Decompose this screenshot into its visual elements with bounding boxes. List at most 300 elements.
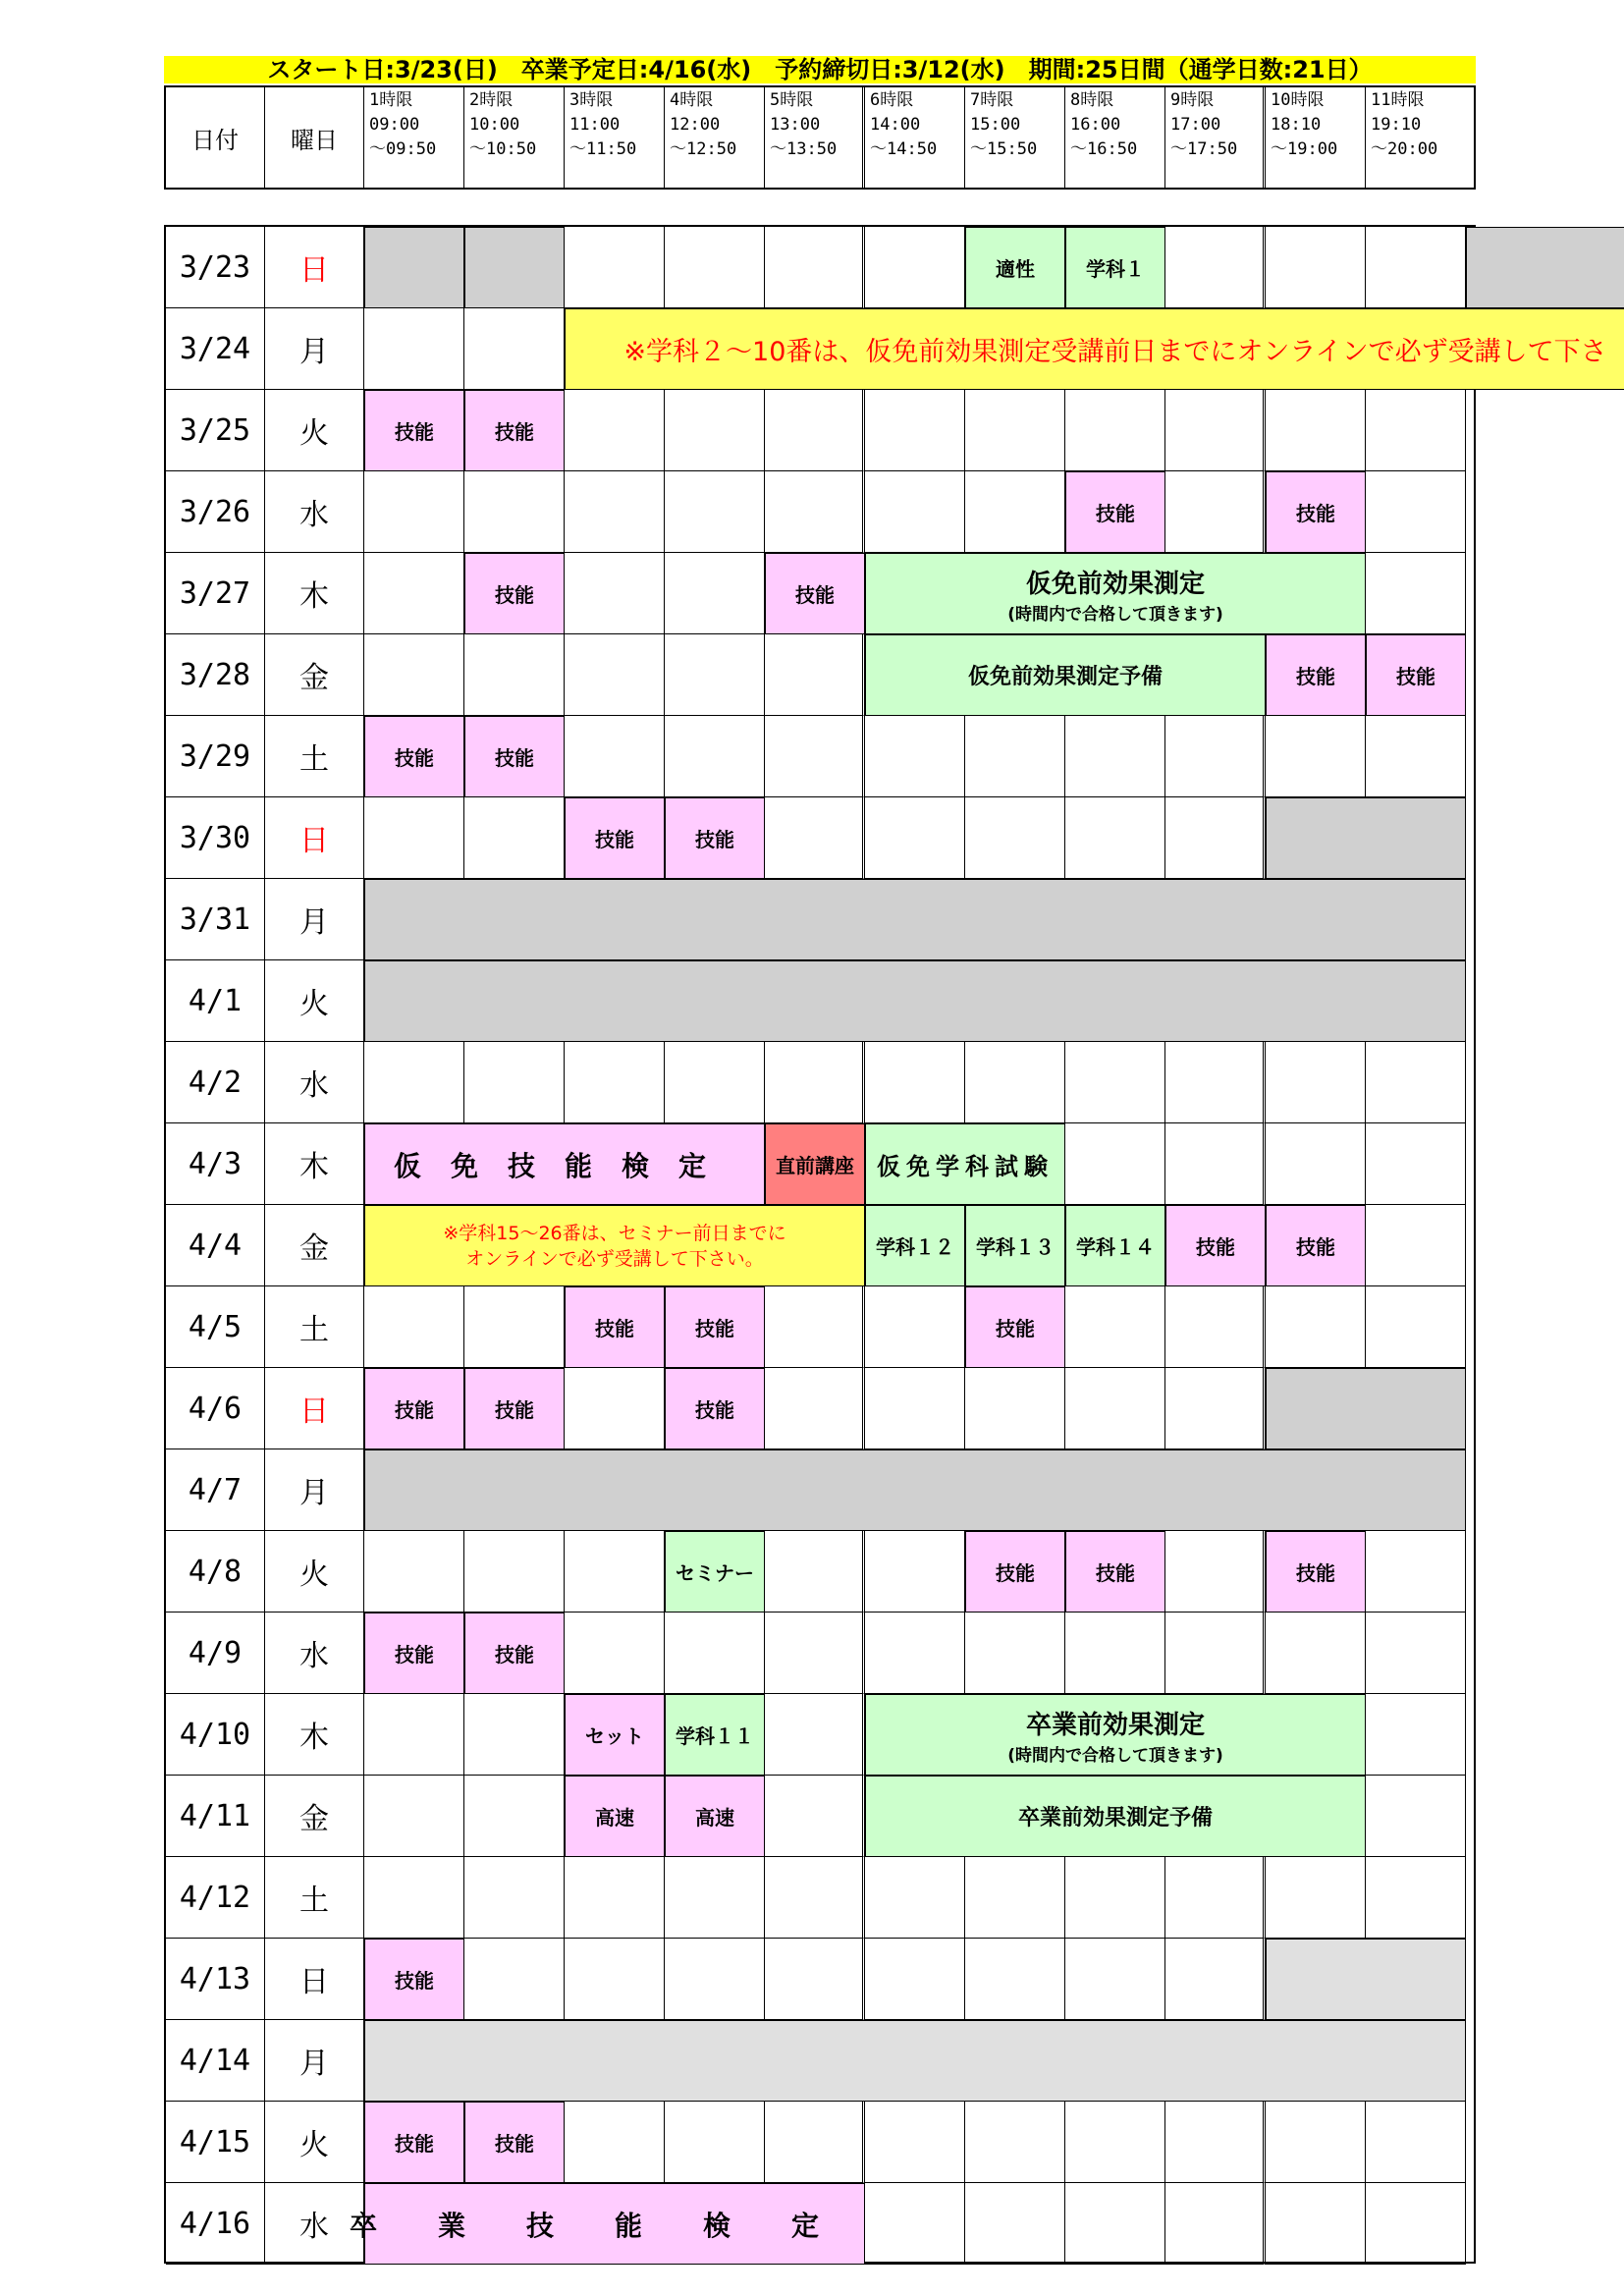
skill-lesson-cell <box>965 1286 1065 1368</box>
notice-banner <box>565 308 1624 390</box>
cell-label: 仮免前効果測定 <box>1025 569 1205 599</box>
cell-label: 技能 <box>495 583 534 607</box>
slot-cell <box>665 2102 765 2183</box>
cell-label: 高速 <box>595 1806 634 1830</box>
slot-cell <box>1065 1857 1165 1939</box>
slot-cell <box>1266 2102 1366 2183</box>
slot-cell <box>665 716 765 797</box>
slot-cell <box>865 1042 965 1123</box>
cell-label: 学科１ <box>1086 257 1145 281</box>
slot-cell <box>1165 2102 1266 2183</box>
date-cell: 3/28 <box>166 634 265 716</box>
slot-cell <box>1266 1042 1366 1123</box>
date-cell: 3/31 <box>166 879 265 960</box>
skill-lesson-cell <box>364 1939 464 2020</box>
cell-label: 学科１３ <box>976 1235 1055 1259</box>
slot-cell <box>765 1286 865 1368</box>
slot-cell <box>364 1531 464 1613</box>
slot-cell <box>565 716 665 797</box>
slot-cell <box>1165 1042 1266 1123</box>
slot-cell <box>765 2102 865 2183</box>
slot-cell <box>665 553 765 634</box>
slot-cell <box>364 308 464 390</box>
skill-lesson-cell <box>364 1613 464 1694</box>
cell-label: 仮免技能検定 <box>393 1149 735 1182</box>
slot-cell <box>565 634 665 716</box>
date-cell: 3/30 <box>166 797 265 879</box>
slot-cell <box>1165 227 1266 308</box>
slot-cell <box>965 716 1065 797</box>
weekday-cell: 火 <box>265 2102 364 2183</box>
skill-lesson-cell <box>665 797 765 879</box>
weekday-cell: 月 <box>265 1449 364 1531</box>
cell-label: 技能 <box>1196 1235 1235 1259</box>
slot-cell <box>1065 390 1165 471</box>
slot-cell <box>464 1286 565 1368</box>
slot-cell <box>665 1042 765 1123</box>
slot-cell <box>1366 1694 1466 1776</box>
slot-cell <box>765 390 865 471</box>
weekday-cell: 金 <box>265 1205 364 1286</box>
weekday-cell: 土 <box>265 716 364 797</box>
cell-label: 技能 <box>395 1643 434 1667</box>
skill-lesson-cell <box>1366 634 1466 716</box>
closed-slot <box>364 960 1466 1042</box>
skill-lesson-cell <box>464 2102 565 2183</box>
cell-label: 技能 <box>695 828 734 851</box>
slot-cell <box>364 471 464 553</box>
lecture-cell <box>865 553 1366 634</box>
lecture-cell <box>1065 227 1165 308</box>
slot-cell <box>865 1857 965 1939</box>
slot-cell <box>965 2183 1065 2265</box>
weekday-cell: 日 <box>265 1939 364 2020</box>
slot-cell <box>464 1776 565 1857</box>
slot-cell <box>1366 1857 1466 1939</box>
slot-cell <box>565 1939 665 2020</box>
cell-label: 仮免学科試験 <box>877 1153 1054 1180</box>
slot-cell <box>765 227 865 308</box>
slot-cell <box>1065 1123 1165 1205</box>
header-period-2: 2時限 10:00 ～10:50 <box>464 87 565 188</box>
slot-cell <box>364 1042 464 1123</box>
skill-lesson-cell <box>665 1368 765 1449</box>
slot-cell <box>1366 1042 1466 1123</box>
slot-cell <box>965 390 1065 471</box>
slot-cell <box>765 1939 865 2020</box>
slot-cell <box>364 553 464 634</box>
cell-label: 技能 <box>1296 665 1335 688</box>
skill-lesson-cell <box>364 1368 464 1449</box>
slot-cell <box>565 390 665 471</box>
weekday-cell: 木 <box>265 553 364 634</box>
slot-cell <box>1366 2183 1466 2265</box>
slot-cell <box>865 471 965 553</box>
slot-cell <box>765 1776 865 1857</box>
slot-cell <box>464 634 565 716</box>
slot-cell <box>1065 1286 1165 1368</box>
closed-slot <box>464 227 565 308</box>
cell-label: 技能 <box>1296 502 1335 525</box>
skill-lesson-cell <box>364 390 464 471</box>
slot-cell <box>965 1857 1065 1939</box>
slot-cell <box>1266 716 1366 797</box>
slot-cell <box>1065 716 1165 797</box>
slot-cell <box>1165 2183 1266 2265</box>
slot-cell <box>1165 471 1266 553</box>
slot-cell <box>1165 797 1266 879</box>
cell-label: 適性 <box>996 257 1035 281</box>
date-cell: 4/15 <box>166 2102 265 2183</box>
cell-label: 卒業前効果測定予備 <box>1017 1806 1213 1831</box>
skill-lesson-cell <box>464 1613 565 1694</box>
skill-lesson-cell <box>1266 1205 1366 1286</box>
schedule-summary-banner: スタート日:3/23(日) 卒業予定日:4/16(水) 予約締切日:3/12(水) 期間:25日間（通学日数:21日） <box>164 56 1476 83</box>
graduation-exam-cell <box>350 2183 881 2265</box>
slot-cell <box>565 2102 665 2183</box>
lecture-cell <box>665 1531 765 1613</box>
cell-label: 技能 <box>495 1643 534 1667</box>
skill-lesson-cell <box>565 1286 665 1368</box>
date-cell: 3/25 <box>166 390 265 471</box>
slot-cell <box>565 1368 665 1449</box>
slot-cell <box>1165 1613 1266 1694</box>
skill-lesson-cell <box>965 1531 1065 1613</box>
cell-label: 技能 <box>595 828 634 851</box>
closed-slot <box>364 1449 1466 1531</box>
cell-label: 技能 <box>1096 502 1135 525</box>
slot-cell <box>965 471 1065 553</box>
slot-cell <box>965 1613 1065 1694</box>
date-cell: 4/13 <box>166 1939 265 2020</box>
closed-slot <box>364 227 464 308</box>
slot-cell <box>665 1939 765 2020</box>
slot-cell <box>765 634 865 716</box>
cell-label: 技能 <box>595 1317 634 1340</box>
cell-label: 技能 <box>495 420 534 444</box>
cell-label: ※学科15～26番は、セミナー前日までに <box>443 1222 786 1244</box>
lecture-cell <box>865 634 1266 716</box>
cell-label: 技能 <box>1296 1561 1335 1585</box>
cell-label: 技能 <box>695 1398 734 1422</box>
slot-cell <box>765 1857 865 1939</box>
header-period-4: 4時限 12:00 ～12:50 <box>665 87 765 188</box>
slot-cell <box>1165 1939 1266 2020</box>
header-period-1: 1時限 09:00 ～09:50 <box>364 87 464 188</box>
slot-cell <box>865 2102 965 2183</box>
slot-cell <box>1266 2183 1366 2265</box>
slot-cell <box>1366 1613 1466 1694</box>
lecture-cell <box>865 1205 965 1286</box>
slot-cell <box>665 1613 765 1694</box>
slot-cell <box>1165 390 1266 471</box>
slot-cell <box>1065 2183 1165 2265</box>
slot-cell <box>665 227 765 308</box>
slot-cell <box>1165 716 1266 797</box>
cell-label: 学科１４ <box>1076 1235 1155 1259</box>
closed-slot <box>1266 797 1466 879</box>
cell-label: 技能 <box>996 1561 1035 1585</box>
slot-cell <box>364 797 464 879</box>
skill-lesson-cell <box>565 1694 665 1776</box>
cell-label: 技能 <box>395 1398 434 1422</box>
slot-cell <box>865 716 965 797</box>
date-cell: 4/3 <box>166 1123 265 1205</box>
slot-cell <box>364 634 464 716</box>
header-period-6: 6時限 14:00 ～14:50 <box>865 87 965 188</box>
header-period-10: 10時限 18:10 ～19:00 <box>1266 87 1366 188</box>
schedule-grid <box>164 225 1607 2264</box>
weekday-cell: 木 <box>265 1123 364 1205</box>
slot-cell <box>865 1286 965 1368</box>
slot-cell <box>464 1694 565 1776</box>
slot-cell <box>565 227 665 308</box>
slot-cell <box>865 390 965 471</box>
slot-cell <box>1266 227 1366 308</box>
slot-cell <box>965 797 1065 879</box>
skill-lesson-cell <box>565 797 665 879</box>
cell-label: 技能 <box>495 1398 534 1422</box>
skill-lesson-cell <box>1266 1531 1366 1613</box>
slot-cell <box>1366 553 1466 634</box>
date-cell: 4/14 <box>166 2020 265 2102</box>
closed-slot <box>1466 227 1624 308</box>
slot-cell <box>865 1368 965 1449</box>
slot-cell <box>765 1368 865 1449</box>
weekday-cell: 日 <box>265 797 364 879</box>
slot-cell <box>865 797 965 879</box>
slot-cell <box>865 2183 965 2265</box>
date-cell: 4/4 <box>166 1205 265 1286</box>
cell-label: 技能 <box>495 2132 534 2156</box>
header-period-3: 3時限 11:00 ～11:50 <box>565 87 665 188</box>
skill-lesson-cell <box>464 553 565 634</box>
weekday-cell: 水 <box>265 1613 364 1694</box>
lecture-cell <box>965 1205 1065 1286</box>
slot-cell <box>1366 716 1466 797</box>
date-cell: 3/23 <box>166 227 265 308</box>
cell-label: ※学科２～10番は、仮免前効果測定受講前日までにオンラインで必ず受講して下さ <box>623 337 1607 367</box>
slot-cell <box>765 1531 865 1613</box>
cell-label: 学科１２ <box>876 1235 954 1259</box>
lecture-cell <box>965 227 1065 308</box>
cell-label: 技能 <box>996 1317 1035 1340</box>
skill-lesson-cell <box>765 553 865 634</box>
lecture-cell <box>865 1694 1366 1776</box>
slot-cell <box>1266 1613 1366 1694</box>
slot-cell <box>765 716 865 797</box>
closed-slot <box>364 879 1466 960</box>
slot-cell <box>464 471 565 553</box>
header-period-8: 8時限 16:00 ～16:50 <box>1065 87 1165 188</box>
slot-cell <box>1266 1123 1366 1205</box>
weekday-cell: 水 <box>265 2183 364 2265</box>
slot-cell <box>1165 1531 1266 1613</box>
cell-label: 技能 <box>395 1969 434 1993</box>
skill-lesson-cell <box>464 716 565 797</box>
header-period-5: 5時限 13:00 ～13:50 <box>765 87 865 188</box>
slot-cell <box>1366 1776 1466 1857</box>
weekday-cell: 土 <box>265 1286 364 1368</box>
skill-lesson-cell <box>1266 634 1366 716</box>
pre-exam-lecture-cell <box>765 1123 865 1205</box>
weekday-cell: 土 <box>265 1857 364 1939</box>
lecture-cell <box>1065 1205 1165 1286</box>
weekday-cell: 月 <box>265 308 364 390</box>
slot-cell <box>765 1042 865 1123</box>
written-exam-cell <box>865 1123 1065 1205</box>
slot-cell <box>665 390 765 471</box>
closed-slot <box>1266 1939 1466 2020</box>
slot-cell <box>865 227 965 308</box>
slot-cell <box>1366 390 1466 471</box>
skill-lesson-cell <box>565 1776 665 1857</box>
date-cell: 3/29 <box>166 716 265 797</box>
notice-banner <box>364 1205 865 1286</box>
slot-cell <box>464 1531 565 1613</box>
date-cell: 4/7 <box>166 1449 265 1531</box>
header-period-7: 7時限 15:00 ～15:50 <box>965 87 1065 188</box>
slot-cell <box>364 1857 464 1939</box>
cell-label: 高速 <box>695 1806 734 1830</box>
date-cell: 3/24 <box>166 308 265 390</box>
slot-cell <box>464 1042 565 1123</box>
skill-exam-cell <box>364 1123 765 1205</box>
header-date-label: 日付 <box>166 87 265 188</box>
slot-cell <box>464 1857 565 1939</box>
date-cell: 4/16 <box>166 2183 265 2265</box>
cell-label: 卒業技能検定 <box>350 2209 881 2242</box>
weekday-cell: 金 <box>265 1776 364 1857</box>
skill-lesson-cell <box>1065 1531 1165 1613</box>
cell-label: 技能 <box>395 420 434 444</box>
weekday-cell: 水 <box>265 1042 364 1123</box>
slot-cell <box>965 1368 1065 1449</box>
cell-label: 学科１１ <box>676 1724 754 1748</box>
date-cell: 4/2 <box>166 1042 265 1123</box>
cell-label: 技能 <box>1096 1561 1135 1585</box>
date-cell: 4/12 <box>166 1857 265 1939</box>
slot-cell <box>765 797 865 879</box>
cell-label: セット <box>585 1724 644 1748</box>
slot-cell <box>765 1613 865 1694</box>
closed-slot <box>1266 1368 1466 1449</box>
closed-slot <box>364 2020 1466 2102</box>
lecture-cell <box>865 1776 1366 1857</box>
slot-cell <box>1065 1613 1165 1694</box>
cell-label: 技能 <box>1396 665 1435 688</box>
skill-lesson-cell <box>364 716 464 797</box>
slot-cell <box>565 1613 665 1694</box>
slot-cell <box>1366 1123 1466 1205</box>
slot-cell <box>1065 2102 1165 2183</box>
slot-cell <box>965 1042 1065 1123</box>
cell-label: 仮免前効果測定予備 <box>967 665 1163 689</box>
date-cell: 4/10 <box>166 1694 265 1776</box>
weekday-cell: 日 <box>265 227 364 308</box>
slot-cell <box>464 1939 565 2020</box>
slot-cell <box>1266 1857 1366 1939</box>
slot-cell <box>565 1531 665 1613</box>
slot-cell <box>1366 1531 1466 1613</box>
cell-label: 技能 <box>495 746 534 770</box>
slot-cell <box>765 1694 865 1776</box>
cell-label: 技能 <box>695 1317 734 1340</box>
date-cell: 4/1 <box>166 960 265 1042</box>
slot-cell <box>1165 1857 1266 1939</box>
cell-label: 卒業前効果測定 <box>1025 1710 1205 1740</box>
date-cell: 4/9 <box>166 1613 265 1694</box>
slot-cell <box>1266 390 1366 471</box>
slot-cell <box>865 1531 965 1613</box>
slot-cell <box>464 308 565 390</box>
date-cell: 3/27 <box>166 553 265 634</box>
slot-cell <box>1165 1123 1266 1205</box>
weekday-cell: 月 <box>265 879 364 960</box>
slot-cell <box>364 1776 464 1857</box>
slot-cell <box>565 553 665 634</box>
cell-label-line2: オンラインで必ず受講して下さい。 <box>465 1247 764 1270</box>
slot-cell <box>1065 1368 1165 1449</box>
weekday-cell: 火 <box>265 390 364 471</box>
skill-lesson-cell <box>464 1368 565 1449</box>
cell-label: セミナー <box>676 1561 754 1585</box>
slot-cell <box>1366 2102 1466 2183</box>
lecture-cell <box>665 1694 765 1776</box>
slot-cell <box>1366 471 1466 553</box>
cell-label: 技能 <box>1296 1235 1335 1259</box>
date-cell: 4/8 <box>166 1531 265 1613</box>
weekday-cell: 金 <box>265 634 364 716</box>
slot-cell <box>865 1613 965 1694</box>
slot-cell <box>565 471 665 553</box>
slot-cell <box>665 634 765 716</box>
slot-cell <box>1065 1042 1165 1123</box>
schedule-header <box>164 85 1476 190</box>
weekday-cell: 火 <box>265 960 364 1042</box>
slot-cell <box>1065 1939 1165 2020</box>
slot-cell <box>965 2102 1065 2183</box>
skill-lesson-cell <box>665 1286 765 1368</box>
skill-lesson-cell <box>464 390 565 471</box>
slot-cell <box>1165 1368 1266 1449</box>
skill-lesson-cell <box>1065 471 1165 553</box>
weekday-cell: 月 <box>265 2020 364 2102</box>
date-cell: 4/5 <box>166 1286 265 1368</box>
skill-lesson-cell <box>364 2102 464 2183</box>
cell-label: 技能 <box>395 2132 434 2156</box>
header-day-label: 曜日 <box>265 87 364 188</box>
weekday-cell: 水 <box>265 471 364 553</box>
header-period-9: 9時限 17:00 ～17:50 <box>1165 87 1266 188</box>
slot-cell <box>1366 227 1466 308</box>
slot-cell <box>364 1286 464 1368</box>
slot-cell <box>665 1857 765 1939</box>
slot-cell <box>965 1939 1065 2020</box>
header-period-11: 11時限 19:10 ～20:00 <box>1371 90 1438 159</box>
cell-sublabel: (時間内で合格して頂きます) <box>1007 1745 1223 1766</box>
date-cell: 4/6 <box>166 1368 265 1449</box>
cell-sublabel: (時間内で合格して頂きます) <box>1007 604 1223 625</box>
cell-label: 直前講座 <box>776 1154 854 1177</box>
slot-cell <box>1366 1205 1466 1286</box>
skill-lesson-cell <box>665 1776 765 1857</box>
slot-cell <box>765 471 865 553</box>
slot-cell <box>565 1042 665 1123</box>
slot-cell <box>1065 797 1165 879</box>
weekday-cell: 木 <box>265 1694 364 1776</box>
cell-label: 技能 <box>795 583 835 607</box>
